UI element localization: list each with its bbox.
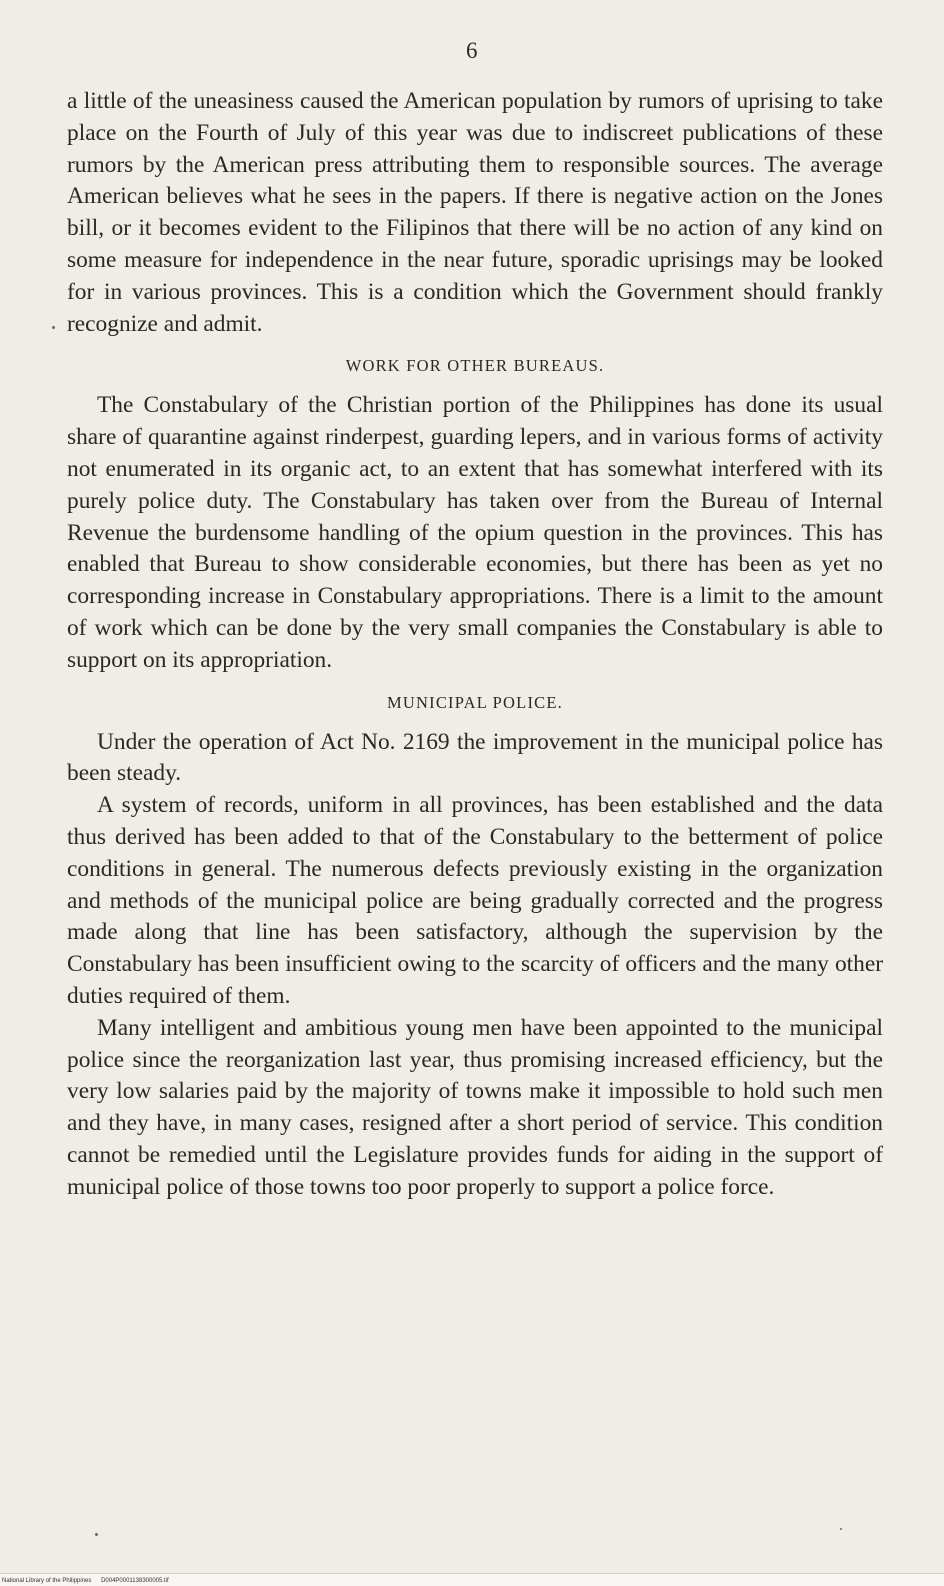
scan-speck	[52, 326, 55, 329]
section-heading-municipal-police: MUNICIPAL POLICE.	[387, 692, 563, 712]
section-heading-work-for-other-bureaus: WORK FOR OTHER BUREAUS.	[345, 356, 605, 376]
paragraph-municipal-police-records: A system of records, uniform in all provinces, has been established and the data thus derived has been added to that of the Constabulary to the betterment of police conditions in general. The numerous defects previously existing in the organization and methods of the municipal police are being gradually corrected and the progress made along that line has been satisfactory, although the supervision by the Constabulary has been insufficient owing to the scarcity of officers and the many other duties required of them.	[67, 792, 883, 1009]
scan-speck	[840, 1528, 842, 1530]
paragraph-municipal-police-salaries: Many intelligent and ambitious young men have been appointed to the municipal police since the reorganization last year, thus promising increased efficiency, but the very low salaries paid by the majority of towns make it impossible to hold such men and they have, in many cases, resigned after a short period of service. This condition cannot be remedied until the Legislature provides funds for aiding in the support of municipal police of those towns too poor properly to support a police force.	[67, 1014, 883, 1200]
page-body	[67, 86, 883, 1204]
scan-speck	[95, 1533, 98, 1536]
paragraph-work-for-other-bureaus: The Constabulary of the Christian portion of the Philippines has done its usual share of quarantine against rinderpest, guarding lepers, and in various forms of activity not enumerated in its organic act, to an extent that has somewhat interfered with its purely police duty. The Constabulary has taken over from the Bureau of Internal Revenue the burdensome handling of the opium question in the provinces. This has enabled that Bureau to show considerable economies, but there has been as yet no corresponding increase in Constabulary appropriations. There is a limit to the amount of work which can be done by the very small companies the Constabulary is able to support on its appropriation.	[67, 392, 883, 673]
continued-paragraph: a little of the uneasiness caused the American population by rumors of uprising to take place on the Fourth of July of this year was due to indiscreet publications of these rumors by the American press attributing them to responsible sources. The average American believes what he sees in the papers. If there is negative action on the Jones bill, or it becomes evident to the Filipinos that there will be no action of any kind on some measure for independence in the near future, sporadic uprisings may be looked for in various provinces. This is a condition which the Government should frankly recognize and admit.	[67, 88, 883, 337]
footer-credit	[2, 1577, 169, 1585]
footer-file-id: D004P0001138300005.tif	[101, 1578, 169, 1584]
footer-library: National Library of the Philippines	[2, 1578, 92, 1584]
paragraph-municipal-police-act: Under the operation of Act No. 2169 the improvement in the municipal police has been steady.	[67, 728, 883, 787]
page-number: 6	[466, 38, 478, 63]
